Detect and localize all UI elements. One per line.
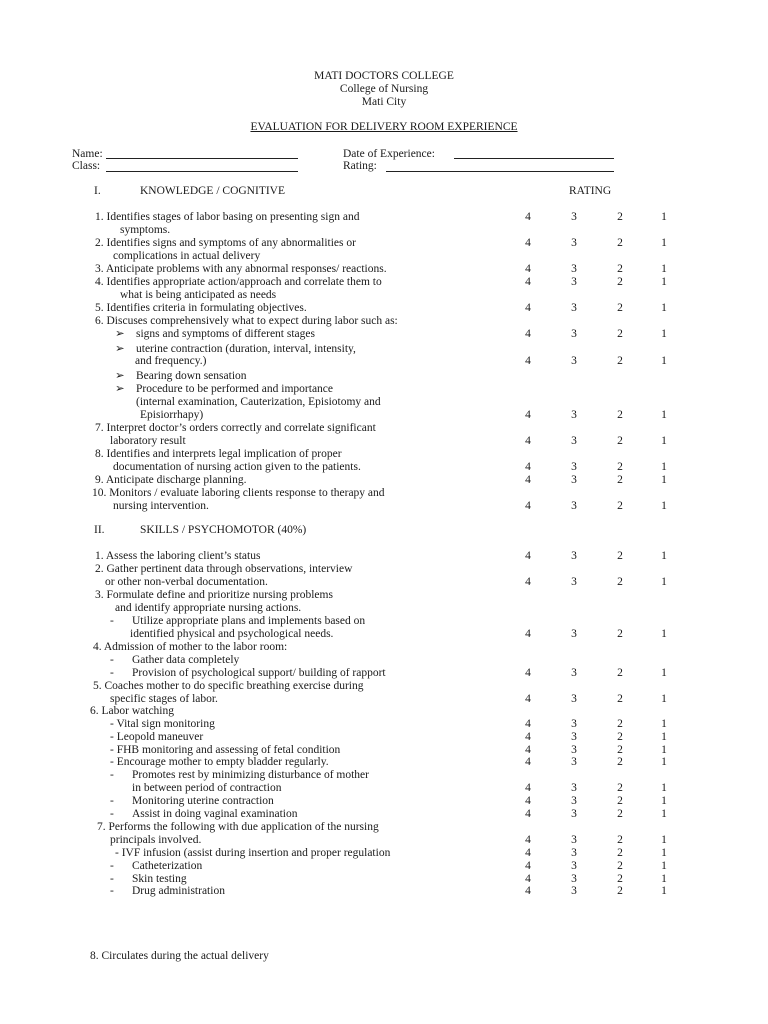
rating-option-4[interactable]: 4: [525, 847, 531, 859]
rating-option-1[interactable]: 1: [661, 355, 667, 367]
criterion-text: Episiorrhapy): [140, 409, 204, 421]
rating-option-2[interactable]: 2: [617, 628, 623, 640]
rating-option-4[interactable]: 4: [525, 860, 531, 872]
rating-option-2[interactable]: 2: [617, 847, 623, 859]
rating-option-4[interactable]: 4: [525, 718, 531, 730]
criterion-text: symptoms.: [120, 224, 171, 236]
rating-option-4[interactable]: 4: [525, 550, 531, 562]
rating-option-1[interactable]: 1: [661, 693, 667, 705]
rating-option-3[interactable]: 3: [571, 834, 577, 846]
rating-option-1[interactable]: 1: [661, 731, 667, 743]
rating-option-2[interactable]: 2: [617, 461, 623, 473]
criterion-text: (internal examination, Cauterization, Episiotomy and: [136, 396, 381, 408]
rating-option-1[interactable]: 1: [661, 263, 667, 275]
criterion-text: specific stages of labor.: [110, 693, 218, 705]
rating-option-4[interactable]: 4: [525, 885, 531, 897]
rating-option-2[interactable]: 2: [617, 718, 623, 730]
rating-option-4[interactable]: 4: [525, 693, 531, 705]
dash-marker: -: [110, 615, 114, 627]
rating-option-4[interactable]: 4: [525, 500, 531, 512]
rating-option-2[interactable]: 2: [617, 731, 623, 743]
rating-option-3[interactable]: 3: [571, 500, 577, 512]
rating-option-2[interactable]: 2: [617, 211, 623, 223]
rating-option-3[interactable]: 3: [571, 474, 577, 486]
rating-option-3[interactable]: 3: [571, 731, 577, 743]
rating-option-3[interactable]: 3: [571, 885, 577, 897]
rating-option-1[interactable]: 1: [661, 744, 667, 756]
rating-option-3[interactable]: 3: [571, 435, 577, 447]
section-2-number: II.: [94, 524, 105, 536]
dash-marker: -: [110, 808, 114, 820]
rating-option-2[interactable]: 2: [617, 237, 623, 249]
rating-option-3[interactable]: 3: [571, 744, 577, 756]
rating-option-2[interactable]: 2: [617, 550, 623, 562]
rating-option-3[interactable]: 3: [571, 461, 577, 473]
criterion-text: Utilize appropriate plans and implements based on: [132, 615, 366, 627]
rating-option-1[interactable]: 1: [661, 550, 667, 562]
rating-option-3[interactable]: 3: [571, 576, 577, 588]
bullet-arrow-icon: ➢: [115, 343, 125, 355]
rating-option-4[interactable]: 4: [525, 474, 531, 486]
criterion-text: 3. Anticipate problems with any abnormal responses/ reactions.: [95, 263, 387, 275]
bullet-arrow-icon: ➢: [115, 370, 125, 382]
rating-option-4[interactable]: 4: [525, 782, 531, 794]
rating-option-1[interactable]: 1: [661, 211, 667, 223]
rating-option-2[interactable]: 2: [617, 409, 623, 421]
rating-option-1[interactable]: 1: [661, 847, 667, 859]
criterion-text: 1. Identifies stages of labor basing on presenting sign and: [95, 211, 360, 223]
rating-option-2[interactable]: 2: [617, 834, 623, 846]
criterion-text: - IVF infusion (assist during insertion and proper regulation: [115, 847, 391, 859]
rating-option-4[interactable]: 4: [525, 873, 531, 885]
department-name: College of Nursing: [339, 83, 429, 95]
rating-option-4[interactable]: 4: [525, 409, 531, 421]
rating-option-1[interactable]: 1: [661, 834, 667, 846]
rating-option-4[interactable]: 4: [525, 355, 531, 367]
rating-option-2[interactable]: 2: [617, 756, 623, 768]
rating-option-4[interactable]: 4: [525, 756, 531, 768]
rating-option-1[interactable]: 1: [661, 667, 667, 679]
rating-option-4[interactable]: 4: [525, 731, 531, 743]
dash-marker: -: [110, 769, 114, 781]
rating-option-2[interactable]: 2: [617, 263, 623, 275]
criterion-text: Procedure to be performed and importance: [136, 383, 334, 395]
rating-option-1[interactable]: 1: [661, 860, 667, 872]
rating-option-3[interactable]: 3: [571, 782, 577, 794]
rating-option-3[interactable]: 3: [571, 237, 577, 249]
rating-option-1[interactable]: 1: [661, 756, 667, 768]
rating-option-2[interactable]: 2: [617, 667, 623, 679]
class-label: Class:: [72, 160, 101, 172]
rating-option-2[interactable]: 2: [617, 782, 623, 794]
rating-option-2[interactable]: 2: [617, 795, 623, 807]
criterion-text: principals involved.: [110, 834, 202, 846]
criterion-text: Bearing down sensation: [136, 370, 247, 382]
rating-option-3[interactable]: 3: [571, 628, 577, 640]
section-1-number: I.: [94, 185, 101, 197]
criterion-text: 3. Formulate define and prioritize nursing problems: [95, 589, 333, 601]
rating-option-3[interactable]: 3: [571, 211, 577, 223]
rating-option-3[interactable]: 3: [571, 873, 577, 885]
dash-marker: -: [110, 795, 114, 807]
criterion-text: - Vital sign monitoring: [110, 718, 215, 730]
rating-option-4[interactable]: 4: [525, 834, 531, 846]
rating-option-4[interactable]: 4: [525, 667, 531, 679]
criterion-text: Promotes rest by minimizing disturbance of mother: [132, 769, 369, 781]
rating-option-2[interactable]: 2: [617, 500, 623, 512]
rating-option-2[interactable]: 2: [617, 860, 623, 872]
criterion-text: 2. Identifies signs and symptoms of any abnormalities or: [95, 237, 356, 249]
rating-option-4[interactable]: 4: [525, 795, 531, 807]
rating-option-4[interactable]: 4: [525, 302, 531, 314]
name-field[interactable]: [106, 158, 298, 159]
rating-option-3[interactable]: 3: [571, 263, 577, 275]
rating-option-4[interactable]: 4: [525, 461, 531, 473]
criterion-text: 9. Anticipate discharge planning.: [95, 474, 247, 486]
dash-marker: -: [110, 654, 114, 666]
rating-option-1[interactable]: 1: [661, 782, 667, 794]
rating-option-3[interactable]: 3: [571, 550, 577, 562]
rating-option-1[interactable]: 1: [661, 328, 667, 340]
rating-option-2[interactable]: 2: [617, 693, 623, 705]
criterion-text: Assist in doing vaginal examination: [132, 808, 298, 820]
section-2-title: SKILLS / PSYCHOMOTOR (40%): [140, 524, 307, 536]
criterion-text: nursing intervention.: [113, 500, 209, 512]
rating-option-2[interactable]: 2: [617, 355, 623, 367]
rating-option-2[interactable]: 2: [617, 474, 623, 486]
rating-option-1[interactable]: 1: [661, 409, 667, 421]
rating-option-3[interactable]: 3: [571, 860, 577, 872]
rating-option-4[interactable]: 4: [525, 808, 531, 820]
rating-header: RATING: [569, 185, 612, 197]
rating-option-3[interactable]: 3: [571, 808, 577, 820]
criterion-text: and identify appropriate nursing actions.: [115, 602, 302, 614]
form-title: EVALUATION FOR DELIVERY ROOM EXPERIENCE: [250, 121, 518, 133]
dash-marker: -: [110, 873, 114, 885]
criterion-text: Catheterization: [132, 860, 203, 872]
rating-option-3[interactable]: 3: [571, 328, 577, 340]
rating-option-3[interactable]: 3: [571, 409, 577, 421]
rating-option-2[interactable]: 2: [617, 276, 623, 288]
rating-option-4[interactable]: 4: [525, 263, 531, 275]
rating-option-1[interactable]: 1: [661, 873, 667, 885]
criterion-text: documentation of nursing action given to the patients.: [113, 461, 361, 473]
criterion-text: in between period of contraction: [132, 782, 282, 794]
rating-option-3[interactable]: 3: [571, 847, 577, 859]
criterion-text: and frequency.): [135, 355, 207, 367]
criterion-text: Gather data completely: [132, 654, 240, 666]
criterion-text: 7. Performs the following with due application of the nursing: [97, 821, 379, 833]
rating-option-3[interactable]: 3: [571, 355, 577, 367]
rating-option-2[interactable]: 2: [617, 873, 623, 885]
criterion-text: - Leopold maneuver: [110, 731, 204, 743]
rating-option-3[interactable]: 3: [571, 276, 577, 288]
rating-option-1[interactable]: 1: [661, 435, 667, 447]
rating-option-1[interactable]: 1: [661, 500, 667, 512]
rating-option-4[interactable]: 4: [525, 435, 531, 447]
college-name: MATI DOCTORS COLLEGE: [314, 70, 454, 82]
criterion-text: or other non-verbal documentation.: [105, 576, 268, 588]
criterion-text: 10. Monitors / evaluate laboring clients response to therapy and: [92, 487, 385, 499]
criterion-text: complications in actual delivery: [113, 250, 261, 262]
rating-option-2[interactable]: 2: [617, 302, 623, 314]
rating-option-2[interactable]: 2: [617, 328, 623, 340]
rating-option-4[interactable]: 4: [525, 211, 531, 223]
bullet-arrow-icon: ➢: [115, 383, 125, 395]
rating-option-1[interactable]: 1: [661, 795, 667, 807]
date-label: Date of Experience:: [343, 148, 435, 160]
rating-option-3[interactable]: 3: [571, 667, 577, 679]
rating-option-1[interactable]: 1: [661, 302, 667, 314]
rating-option-2[interactable]: 2: [617, 576, 623, 588]
criterion-text: Monitoring uterine contraction: [132, 795, 274, 807]
criterion-text: 2. Gather pertinent data through observations, interview: [95, 563, 353, 575]
criterion-text: - FHB monitoring and assessing of fetal condition: [110, 744, 341, 756]
criterion-text: 5. Coaches mother to do specific breathing exercise during: [93, 680, 364, 692]
criterion-text: Drug administration: [132, 885, 225, 897]
rating-option-4[interactable]: 4: [525, 328, 531, 340]
class-field[interactable]: [106, 171, 298, 172]
dash-marker: -: [110, 885, 114, 897]
rating-option-4[interactable]: 4: [525, 576, 531, 588]
rating-option-2[interactable]: 2: [617, 808, 623, 820]
rating-option-1[interactable]: 1: [661, 474, 667, 486]
rating-option-2[interactable]: 2: [617, 885, 623, 897]
rating-option-4[interactable]: 4: [525, 744, 531, 756]
criterion-text: 6. Discuses comprehensively what to expect during labor such as:: [95, 315, 398, 327]
bullet-arrow-icon: ➢: [115, 328, 125, 340]
criterion-text: 6. Labor watching: [90, 705, 174, 717]
rating-option-3[interactable]: 3: [571, 718, 577, 730]
criterion-text: 5. Identifies criteria in formulating objectives.: [95, 302, 307, 314]
criterion-text: identified physical and psychological needs.: [130, 628, 334, 640]
rating-option-2[interactable]: 2: [617, 744, 623, 756]
rating-label: Rating:: [343, 160, 377, 172]
rating-field[interactable]: [386, 171, 614, 172]
dash-marker: -: [110, 667, 114, 679]
criterion-text: - Encourage mother to empty bladder regularly.: [110, 756, 329, 768]
rating-option-1[interactable]: 1: [661, 808, 667, 820]
rating-option-1[interactable]: 1: [661, 237, 667, 249]
criterion-text: Skin testing: [132, 873, 187, 885]
name-label: Name:: [72, 148, 103, 160]
rating-option-4[interactable]: 4: [525, 276, 531, 288]
criterion-text: uterine contraction (duration, interval, intensity,: [136, 343, 356, 355]
criterion-text: 4. Admission of mother to the labor room:: [93, 641, 288, 653]
rating-option-3[interactable]: 3: [571, 795, 577, 807]
rating-option-3[interactable]: 3: [571, 756, 577, 768]
rating-option-1[interactable]: 1: [661, 885, 667, 897]
rating-option-1[interactable]: 1: [661, 276, 667, 288]
rating-option-4[interactable]: 4: [525, 237, 531, 249]
criterion-text: 7. Interpret doctor’s orders correctly and correlate significant: [95, 422, 376, 434]
rating-option-3[interactable]: 3: [571, 302, 577, 314]
date-field[interactable]: [454, 158, 614, 159]
rating-option-1[interactable]: 1: [661, 576, 667, 588]
rating-option-2[interactable]: 2: [617, 435, 623, 447]
city-name: Mati City: [361, 96, 407, 108]
criterion-text: 4. Identifies appropriate action/approach and correlate them to: [95, 276, 382, 288]
criterion-text: Provision of psychological support/ building of rapport: [132, 667, 386, 679]
rating-option-1[interactable]: 1: [661, 461, 667, 473]
dash-marker: -: [110, 860, 114, 872]
rating-option-4[interactable]: 4: [525, 628, 531, 640]
rating-option-1[interactable]: 1: [661, 628, 667, 640]
criterion-text: laboratory result: [110, 435, 186, 447]
criterion-text: 8. Circulates during the actual delivery: [90, 950, 269, 962]
rating-option-3[interactable]: 3: [571, 693, 577, 705]
criterion-text: what is being anticipated as needs: [120, 289, 277, 301]
section-1-title: KNOWLEDGE / COGNITIVE: [140, 185, 285, 197]
rating-option-1[interactable]: 1: [661, 718, 667, 730]
criterion-text: signs and symptoms of different stages: [136, 328, 315, 340]
criterion-text: 8. Identifies and interprets legal implication of proper: [95, 448, 342, 460]
criterion-text: 1. Assess the laboring client’s status: [95, 550, 261, 562]
